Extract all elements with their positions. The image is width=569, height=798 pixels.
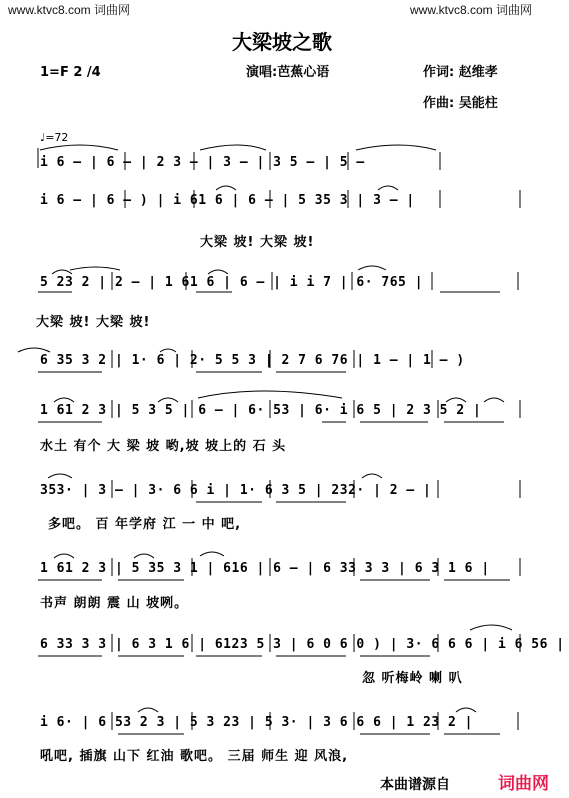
lyricist-credit: 作词: 赵维孝: [423, 65, 498, 80]
notation-row: 5 23 2 | 2 – | 1 61 6 | 6 – | i i 7 | 6· 765 |: [40, 275, 424, 290]
notation-row: 6 35 3 2 | 1· 6 | 2· 5 5 3 | 2 7 6 76 | 1 – | 1 – ): [40, 353, 465, 368]
watermark-left: www.ktvc8.com 词曲网: [8, 3, 131, 17]
notation-row: 6 33 3 3 | 6 3 1 6 | 6123 5 3 | 6 0 6 0 ) | 3· 6 6 6 | i 6 56 |: [40, 637, 565, 652]
notation-row: 1 61 2 3 | 5 35 3 1 | 616 | 6 – | 6 33 3 3 | 6 3 1 6 |: [40, 561, 490, 576]
watermark-right: www.ktvc8.com 词曲网: [410, 3, 533, 17]
notation-row: 353· | 3 – | 3· 6 6 i | 1· 6 3 5 | 232· | 2 – |: [40, 483, 432, 498]
lyric-line: 吼吧, 插旗 山下 红油 歌吧。 三届 师生 迎 风浪,: [40, 749, 349, 764]
site-logo[interactable]: 词曲网: [498, 774, 549, 794]
notation-row: i 6· | 6 53 2 3 | 5 3 23 | 5 3· | 3 6 6 6 | 1 23 2 |: [40, 715, 473, 730]
key-signature: 1=F 2 /4: [40, 65, 101, 80]
lyric-line: 忽 听梅岭 喇 叭: [362, 671, 463, 686]
singer-credit: 演唱:芭蕉心语: [246, 65, 330, 80]
notation-row: i 6 – | 6 – ) | i 61 6 | 6 – | 5 35 3 | 3 – |: [40, 193, 415, 208]
notation-row: i 6 – | 6 – | 2 3 – | 3 – | 3 5 – | 5 –: [40, 155, 365, 170]
tempo-marking: ♩=72: [40, 131, 69, 144]
lyric-line: 书声 朗朗 震 山 坡咧。: [40, 596, 189, 611]
lyric-line: 水土 有个 大 梁 坡 哟,坡 坡上的 石 头: [40, 439, 287, 454]
song-title: 大梁坡之歌: [232, 30, 332, 54]
lyric-line: 多吧。 百 年学府 江 一 中 吧,: [48, 517, 242, 532]
composer-credit: 作曲: 吴能柱: [423, 96, 498, 111]
source-note: 本曲谱源自: [380, 777, 450, 793]
lyric-line: 大梁 坡! 大梁 坡!: [36, 315, 151, 330]
lyric-line: 大梁 坡! 大梁 坡!: [200, 235, 315, 250]
notation-row: 1 61 2 3 | 5 3 5 | 6 – | 6· 53 | 6· i 6 5 | 2 3 5 2 |: [40, 403, 482, 418]
